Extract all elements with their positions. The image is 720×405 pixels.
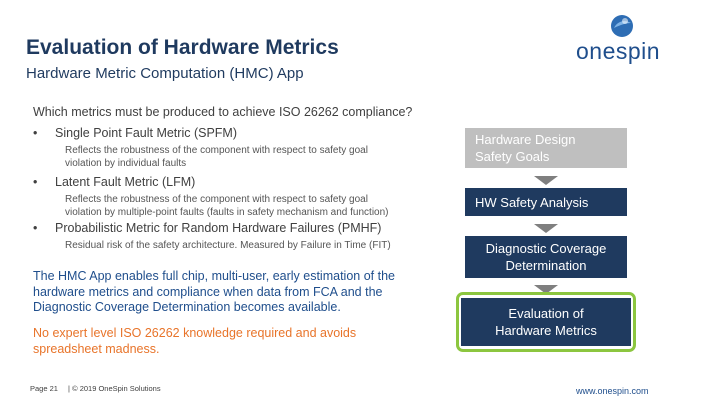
bullet-label: Single Point Fault Metric (SPFM): [55, 126, 237, 140]
bullet-label: Latent Fault Metric (LFM): [55, 175, 196, 189]
paragraph-line: The HMC App enables full chip, multi-user, early estimation of the: [33, 269, 395, 283]
description-line: violation by individual faults: [65, 158, 187, 169]
flow-step-diagnostic-coverage-determination: [465, 236, 627, 278]
flow-step-line: Diagnostic Coverage: [485, 241, 607, 256]
description-line: violation by multiple-point faults (faults in safety mechanism and function): [65, 207, 389, 218]
bullet-dot: •: [33, 221, 38, 235]
paragraph-line: No expert level ISO 26262 knowledge required and avoids: [33, 326, 357, 340]
flow-step-line: Hardware Design: [475, 132, 576, 147]
bullet-description-pmhf: [65, 239, 391, 252]
flow-arrow-icon: [534, 176, 558, 185]
paragraph-line: Diagnostic Coverage Determination becomes available.: [33, 300, 341, 314]
bullet-description-spfm: [65, 144, 368, 170]
question-text: Which metrics must be produced to achieve ISO 26262 compliance?: [33, 105, 413, 119]
flow-step-line: HW Safety Analysis: [475, 194, 589, 210]
description-line: Reflects the robustness of the component with respect to safety goal: [65, 145, 368, 156]
slide-title: Evaluation of Hardware Metrics: [26, 36, 339, 59]
onespin-logo: [574, 14, 692, 64]
flow-step-line: Safety Goals: [475, 149, 550, 164]
slide-subtitle: Hardware Metric Computation (HMC) App: [26, 65, 304, 82]
bullet-description-lfm: [65, 193, 389, 219]
description-line: Reflects the robustness of the component with respect to safety goal: [65, 194, 368, 205]
no-expert-paragraph: [33, 326, 356, 357]
copyright: | © 2019 OneSpin Solutions: [68, 384, 161, 393]
flow-step-evaluation-of-hardware-metrics: [461, 298, 631, 346]
logo-text: onespin: [576, 38, 661, 64]
paragraph-line: hardware metrics and compliance when data from FCA and the: [33, 284, 383, 299]
page-number: Page 21: [30, 384, 58, 393]
flow-step-line: Evaluation of: [508, 306, 584, 321]
footer-url: www.onespin.com: [576, 386, 649, 396]
hmc-app-paragraph: [33, 269, 395, 316]
flow-step-line: Hardware Metrics: [495, 323, 597, 338]
bullet-label: Probabilistic Metric for Random Hardware Failures (PMHF): [55, 221, 382, 235]
footer: [30, 384, 161, 393]
bullet-dot: •: [33, 175, 38, 189]
flow-step-line: Determination: [505, 258, 587, 273]
onespin-logo-icon: [610, 14, 634, 38]
flow-step-hw-safety-analysis: [465, 188, 627, 216]
description-line: Residual risk of the safety architecture. Measured by Failure in Time (FIT): [65, 240, 391, 251]
flow-step-hardware-design-safety-goals: [465, 128, 627, 168]
flow-arrow-icon: [534, 224, 558, 233]
paragraph-line: spreadsheet madness.: [33, 341, 160, 356]
bullet-dot: •: [33, 126, 38, 140]
